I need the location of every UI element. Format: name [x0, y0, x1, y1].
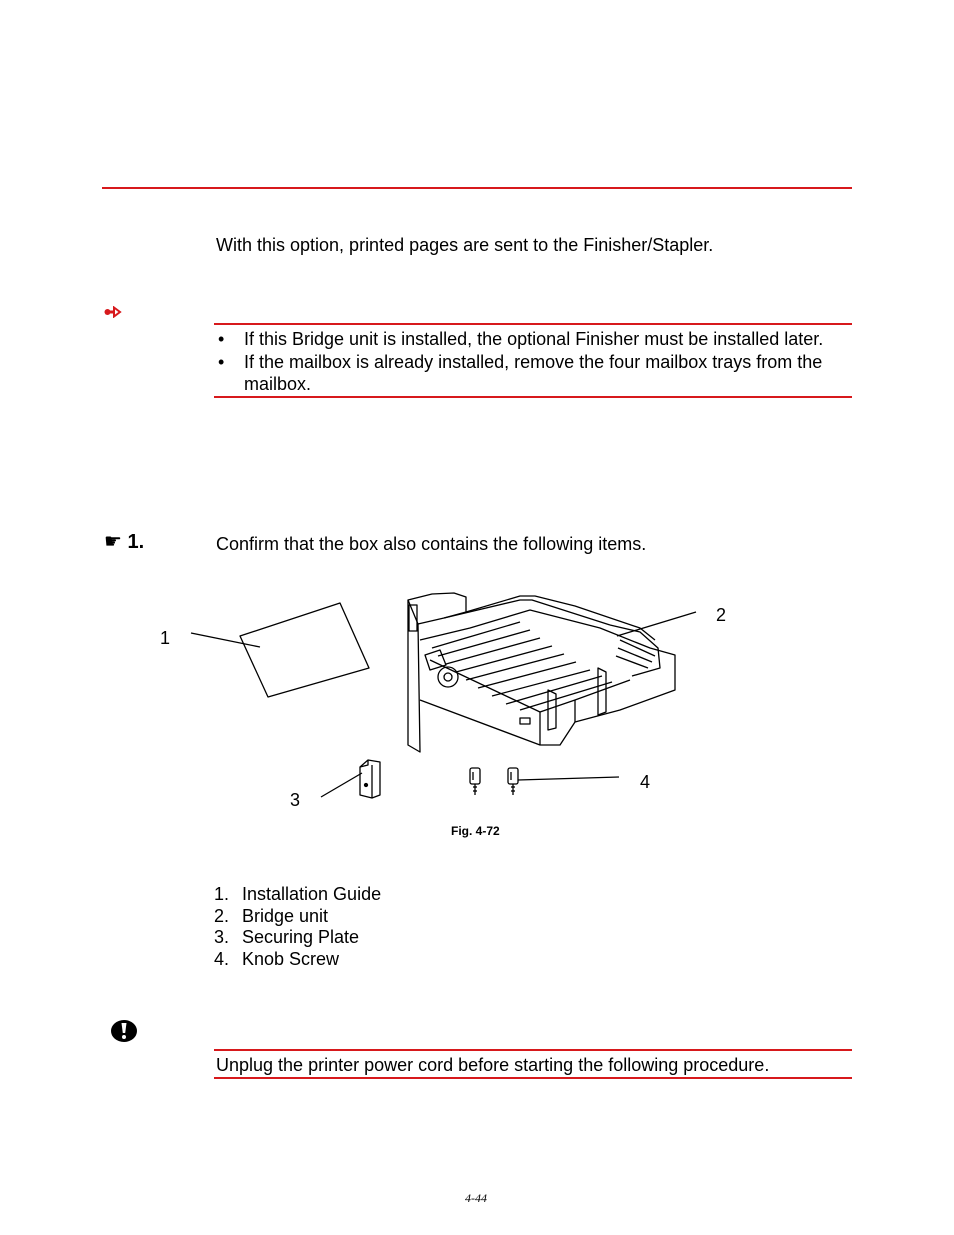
page-number: 4-44 [465, 1191, 487, 1205]
leader-line-4 [518, 777, 619, 780]
step-number: 1. [127, 531, 145, 553]
list-item: 1. Installation Guide [214, 884, 382, 904]
parts-list [214, 884, 381, 971]
figure-caption: Fig. 4-72 [451, 824, 500, 838]
bullet-icon: • [218, 352, 225, 372]
note-item: • If this Bridge unit is installed, the optional Finisher must be installed later. [218, 329, 824, 349]
list-item: 2. Bridge unit [214, 905, 329, 926]
note-arrow-icon [104, 306, 122, 318]
step-text: Confirm that the box also contains the following items. [216, 534, 647, 554]
caution-top-rule [214, 1049, 852, 1051]
list-item: 4. Knob Screw [214, 949, 340, 970]
bullet-icon: • [218, 329, 225, 349]
step-marker [104, 530, 144, 554]
caution-text: Unplug the printer power cord before starting the following procedure. [216, 1055, 770, 1075]
note-list [216, 328, 856, 396]
list-item: 3. Securing Plate [214, 927, 360, 948]
bridge-unit-drawing [408, 593, 675, 752]
leader-line-3 [321, 773, 362, 797]
callout-3: 3 [290, 790, 301, 810]
figure-illustration [0, 580, 954, 840]
note-top-rule [214, 323, 852, 325]
pointing-hand-icon: ☛ [104, 531, 122, 553]
intro-text: With this option, printed pages are sent to the Finisher/Stapler. [216, 235, 714, 255]
callout-4: 4 [640, 772, 651, 792]
knob-screw-drawing [470, 768, 518, 795]
installation-guide-sheet [240, 603, 369, 697]
caution-exclamation-icon [110, 1019, 138, 1043]
note-bottom-rule [214, 396, 852, 398]
caution-bottom-rule [214, 1077, 852, 1079]
note-item: • If the mailbox is already installed, remove the four mailbox trays from the mailbox. [218, 352, 823, 394]
callout-2: 2 [716, 605, 727, 625]
top-rule [102, 187, 852, 189]
securing-plate-drawing [360, 760, 380, 798]
callout-1: 1 [160, 628, 171, 648]
